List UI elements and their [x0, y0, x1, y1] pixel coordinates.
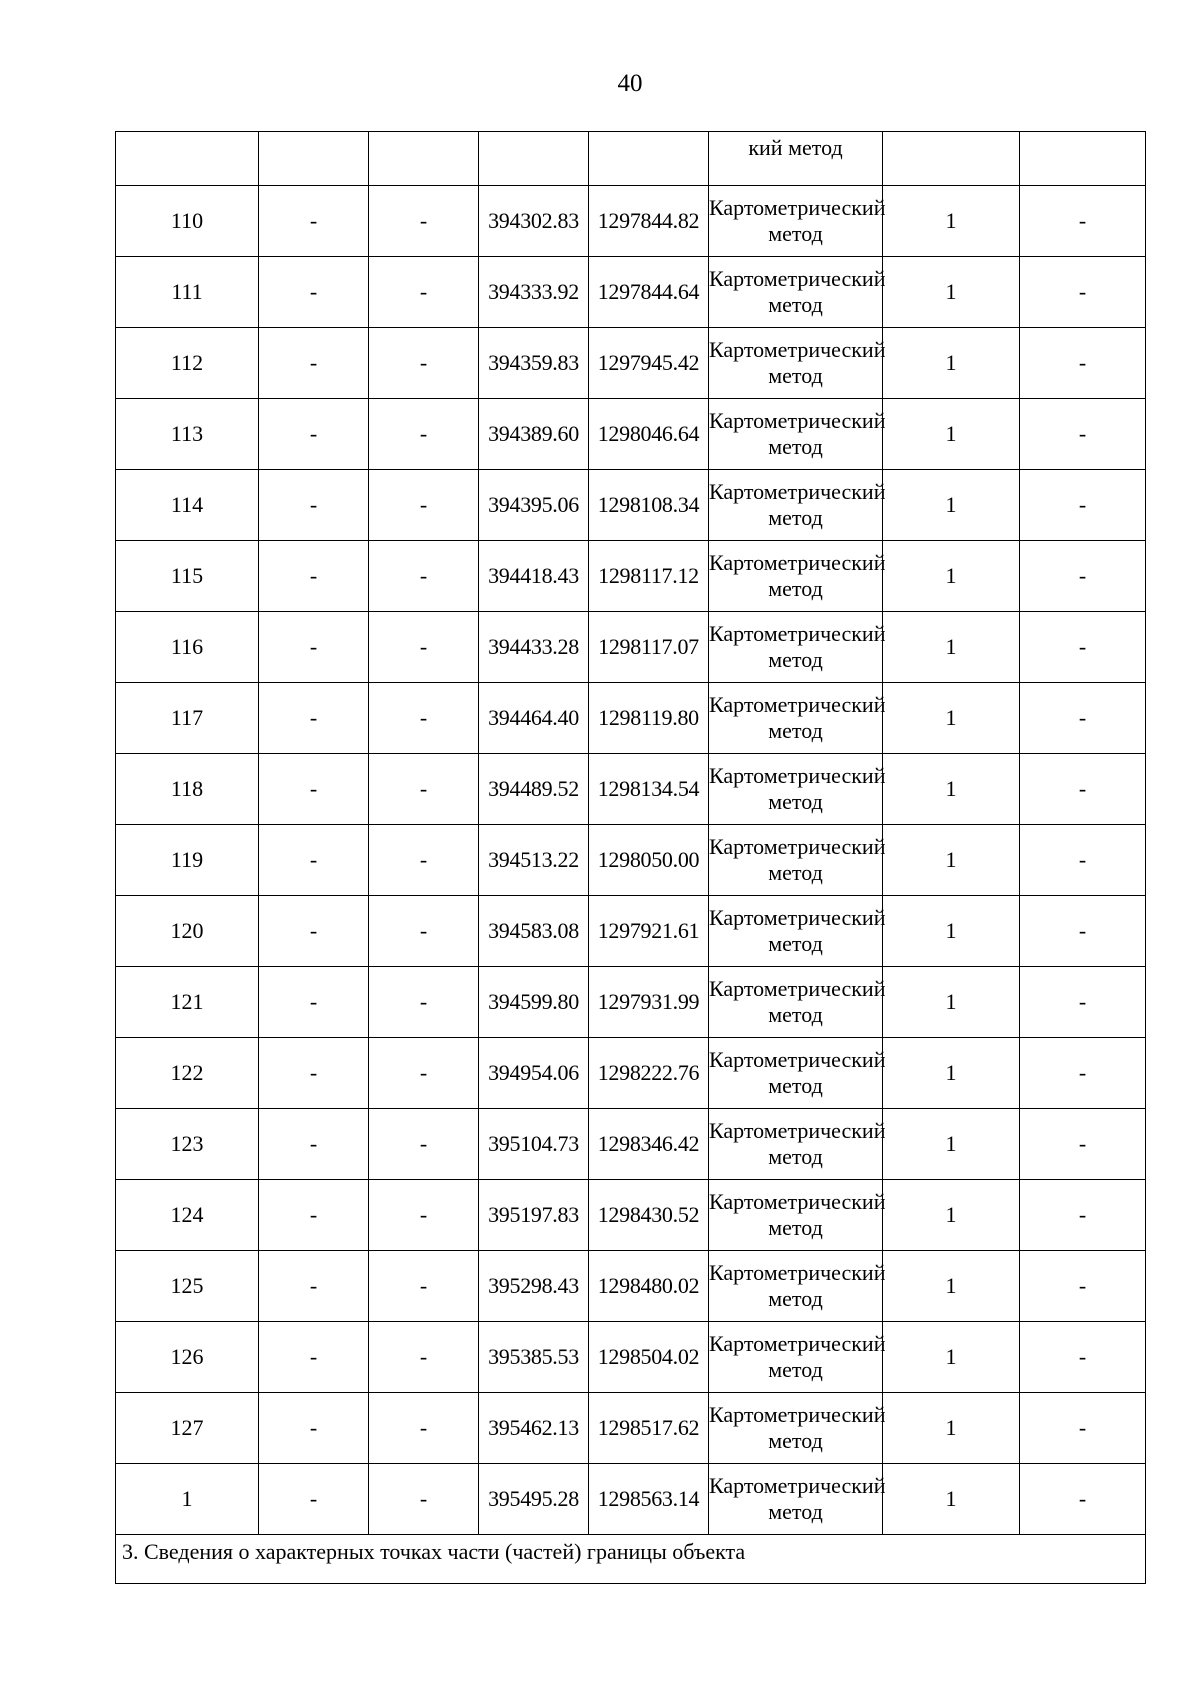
- point-number-cell: 122: [116, 1038, 259, 1109]
- dash-cell: -: [259, 399, 369, 470]
- y-coordinate-cell: 1297921.61: [589, 896, 709, 967]
- x-coordinate-cell: 394583.08: [479, 896, 589, 967]
- table-row: [116, 257, 1146, 328]
- x-coordinate-cell: 394389.60: [479, 399, 589, 470]
- dash-cell: -: [369, 257, 479, 328]
- dash-cell: -: [259, 825, 369, 896]
- method-cell: Картометрический метод: [709, 754, 883, 825]
- method-cell: Картометрический метод: [709, 470, 883, 541]
- x-coordinate-cell: 394395.06: [479, 470, 589, 541]
- dash-cell: -: [259, 470, 369, 541]
- y-coordinate-cell: 1298117.12: [589, 541, 709, 612]
- table-row: [116, 399, 1146, 470]
- dash-cell: -: [1020, 967, 1146, 1038]
- method-cell: Картометрический метод: [709, 1180, 883, 1251]
- table-row: [116, 1251, 1146, 1322]
- x-coordinate-cell: 394513.22: [479, 825, 589, 896]
- point-number-cell: 126: [116, 1322, 259, 1393]
- x-coordinate-cell: 394433.28: [479, 612, 589, 683]
- dash-cell: -: [1020, 186, 1146, 257]
- y-coordinate-cell: 1298046.64: [589, 399, 709, 470]
- method-cell: Картометрический метод: [709, 612, 883, 683]
- table-row: [116, 1464, 1146, 1535]
- dash-cell: -: [1020, 1109, 1146, 1180]
- cell-empty: [259, 132, 369, 186]
- accuracy-cell: 1: [883, 683, 1020, 754]
- x-coordinate-cell: 394464.40: [479, 683, 589, 754]
- table-row: [116, 1322, 1146, 1393]
- dash-cell: -: [369, 470, 479, 541]
- table-row: [116, 967, 1146, 1038]
- y-coordinate-cell: 1298504.02: [589, 1322, 709, 1393]
- dash-cell: -: [259, 186, 369, 257]
- dash-cell: -: [1020, 1251, 1146, 1322]
- cell-empty: [589, 132, 709, 186]
- accuracy-cell: 1: [883, 1180, 1020, 1251]
- point-number-cell: 110: [116, 186, 259, 257]
- y-coordinate-cell: 1297931.99: [589, 967, 709, 1038]
- method-cell: Картометрический метод: [709, 328, 883, 399]
- dash-cell: -: [1020, 470, 1146, 541]
- dash-cell: -: [259, 1180, 369, 1251]
- accuracy-cell: 1: [883, 1038, 1020, 1109]
- method-cell-continued: кий метод: [709, 132, 883, 186]
- y-coordinate-cell: 1298346.42: [589, 1109, 709, 1180]
- y-coordinate-cell: 1298119.80: [589, 683, 709, 754]
- x-coordinate-cell: 395104.73: [479, 1109, 589, 1180]
- table-row: [116, 1393, 1146, 1464]
- accuracy-cell: 1: [883, 967, 1020, 1038]
- method-cell: Картометрический метод: [709, 896, 883, 967]
- method-cell: Картометрический метод: [709, 186, 883, 257]
- method-cell: Картометрический метод: [709, 683, 883, 754]
- dash-cell: -: [369, 825, 479, 896]
- method-cell: Картометрический метод: [709, 1251, 883, 1322]
- accuracy-cell: 1: [883, 541, 1020, 612]
- continued-row: [116, 132, 1146, 186]
- accuracy-cell: 1: [883, 470, 1020, 541]
- table-row: [116, 186, 1146, 257]
- table-body: [116, 132, 1146, 1535]
- y-coordinate-cell: 1298222.76: [589, 1038, 709, 1109]
- dash-cell: -: [369, 1180, 479, 1251]
- dash-cell: -: [259, 612, 369, 683]
- table-row: [116, 612, 1146, 683]
- x-coordinate-cell: 395197.83: [479, 1180, 589, 1251]
- method-cell: Картометрический метод: [709, 1393, 883, 1464]
- dash-cell: -: [259, 1251, 369, 1322]
- dash-cell: -: [1020, 1180, 1146, 1251]
- dash-cell: -: [1020, 399, 1146, 470]
- dash-cell: -: [1020, 612, 1146, 683]
- dash-cell: -: [259, 754, 369, 825]
- table-row: [116, 1180, 1146, 1251]
- section-heading: 3. Сведения о характерных точках части (частей) границы объекта: [116, 1535, 1146, 1584]
- dash-cell: -: [1020, 328, 1146, 399]
- x-coordinate-cell: 395462.13: [479, 1393, 589, 1464]
- dash-cell: -: [369, 1322, 479, 1393]
- table-row: [116, 541, 1146, 612]
- y-coordinate-cell: 1298430.52: [589, 1180, 709, 1251]
- dash-cell: -: [369, 612, 479, 683]
- point-number-cell: 111: [116, 257, 259, 328]
- dash-cell: -: [369, 1464, 479, 1535]
- dash-cell: -: [259, 1038, 369, 1109]
- table-row: [116, 754, 1146, 825]
- cell-empty: [883, 132, 1020, 186]
- y-coordinate-cell: 1297945.42: [589, 328, 709, 399]
- point-number-cell: 112: [116, 328, 259, 399]
- table-row: [116, 1038, 1146, 1109]
- x-coordinate-cell: 394489.52: [479, 754, 589, 825]
- dash-cell: -: [369, 1109, 479, 1180]
- accuracy-cell: 1: [883, 1251, 1020, 1322]
- accuracy-cell: 1: [883, 1322, 1020, 1393]
- point-number-cell: 116: [116, 612, 259, 683]
- point-number-cell: 114: [116, 470, 259, 541]
- method-cell: Картометрический метод: [709, 1322, 883, 1393]
- x-coordinate-cell: 394333.92: [479, 257, 589, 328]
- accuracy-cell: 1: [883, 896, 1020, 967]
- point-number-cell: 125: [116, 1251, 259, 1322]
- dash-cell: -: [259, 1464, 369, 1535]
- dash-cell: -: [369, 1251, 479, 1322]
- accuracy-cell: 1: [883, 257, 1020, 328]
- method-cell: Картометрический метод: [709, 1464, 883, 1535]
- accuracy-cell: 1: [883, 1393, 1020, 1464]
- y-coordinate-cell: 1297844.64: [589, 257, 709, 328]
- dash-cell: -: [369, 1393, 479, 1464]
- dash-cell: -: [369, 186, 479, 257]
- table-row: [116, 328, 1146, 399]
- point-number-cell: 127: [116, 1393, 259, 1464]
- coordinates-table: [115, 131, 1146, 1584]
- dash-cell: -: [1020, 1322, 1146, 1393]
- cell-empty: [479, 132, 589, 186]
- y-coordinate-cell: 1298108.34: [589, 470, 709, 541]
- accuracy-cell: 1: [883, 1109, 1020, 1180]
- dash-cell: -: [1020, 541, 1146, 612]
- dash-cell: -: [259, 896, 369, 967]
- method-cell: Картометрический метод: [709, 541, 883, 612]
- cell-empty: [369, 132, 479, 186]
- point-number-cell: 113: [116, 399, 259, 470]
- page-number: 40: [617, 70, 643, 97]
- dash-cell: -: [369, 683, 479, 754]
- dash-cell: -: [369, 328, 479, 399]
- y-coordinate-cell: 1298563.14: [589, 1464, 709, 1535]
- dash-cell: -: [1020, 754, 1146, 825]
- point-number-cell: 120: [116, 896, 259, 967]
- table-row: [116, 683, 1146, 754]
- dash-cell: -: [1020, 257, 1146, 328]
- method-cell: Картометрический метод: [709, 967, 883, 1038]
- y-coordinate-cell: 1297844.82: [589, 186, 709, 257]
- x-coordinate-cell: 395385.53: [479, 1322, 589, 1393]
- dash-cell: -: [259, 1109, 369, 1180]
- point-number-cell: 1: [116, 1464, 259, 1535]
- point-number-cell: 119: [116, 825, 259, 896]
- dash-cell: -: [259, 541, 369, 612]
- y-coordinate-cell: 1298480.02: [589, 1251, 709, 1322]
- accuracy-cell: 1: [883, 186, 1020, 257]
- accuracy-cell: 1: [883, 754, 1020, 825]
- y-coordinate-cell: 1298517.62: [589, 1393, 709, 1464]
- x-coordinate-cell: 395495.28: [479, 1464, 589, 1535]
- accuracy-cell: 1: [883, 399, 1020, 470]
- point-number-cell: 124: [116, 1180, 259, 1251]
- accuracy-cell: 1: [883, 825, 1020, 896]
- point-number-cell: 117: [116, 683, 259, 754]
- y-coordinate-cell: 1298134.54: [589, 754, 709, 825]
- dash-cell: -: [369, 399, 479, 470]
- dash-cell: -: [259, 1322, 369, 1393]
- dash-cell: -: [259, 257, 369, 328]
- method-cell: Картометрический метод: [709, 1038, 883, 1109]
- cell-empty: [1020, 132, 1146, 186]
- dash-cell: -: [259, 683, 369, 754]
- accuracy-cell: 1: [883, 328, 1020, 399]
- dash-cell: -: [259, 1393, 369, 1464]
- dash-cell: -: [1020, 683, 1146, 754]
- point-number-cell: 123: [116, 1109, 259, 1180]
- method-cell: Картометрический метод: [709, 257, 883, 328]
- dash-cell: -: [259, 328, 369, 399]
- x-coordinate-cell: 394359.83: [479, 328, 589, 399]
- table-row: [116, 1109, 1146, 1180]
- dash-cell: -: [1020, 825, 1146, 896]
- x-coordinate-cell: 394599.80: [479, 967, 589, 1038]
- method-cell: Картометрический метод: [709, 825, 883, 896]
- x-coordinate-cell: 394954.06: [479, 1038, 589, 1109]
- section-row: [116, 1535, 1146, 1584]
- dash-cell: -: [1020, 1038, 1146, 1109]
- point-number-cell: 115: [116, 541, 259, 612]
- x-coordinate-cell: 394418.43: [479, 541, 589, 612]
- table-row: [116, 470, 1146, 541]
- method-cell: Картометрический метод: [709, 1109, 883, 1180]
- accuracy-cell: 1: [883, 1464, 1020, 1535]
- accuracy-cell: 1: [883, 612, 1020, 683]
- dash-cell: -: [259, 967, 369, 1038]
- point-number-cell: 121: [116, 967, 259, 1038]
- dash-cell: -: [369, 896, 479, 967]
- dash-cell: -: [369, 754, 479, 825]
- y-coordinate-cell: 1298117.07: [589, 612, 709, 683]
- dash-cell: -: [1020, 896, 1146, 967]
- x-coordinate-cell: 394302.83: [479, 186, 589, 257]
- method-cell: Картометрический метод: [709, 399, 883, 470]
- table-row: [116, 825, 1146, 896]
- dash-cell: -: [369, 967, 479, 1038]
- y-coordinate-cell: 1298050.00: [589, 825, 709, 896]
- dash-cell: -: [369, 1038, 479, 1109]
- cell-empty: [116, 132, 259, 186]
- dash-cell: -: [369, 541, 479, 612]
- table-row: [116, 896, 1146, 967]
- dash-cell: -: [1020, 1393, 1146, 1464]
- x-coordinate-cell: 395298.43: [479, 1251, 589, 1322]
- point-number-cell: 118: [116, 754, 259, 825]
- dash-cell: -: [1020, 1464, 1146, 1535]
